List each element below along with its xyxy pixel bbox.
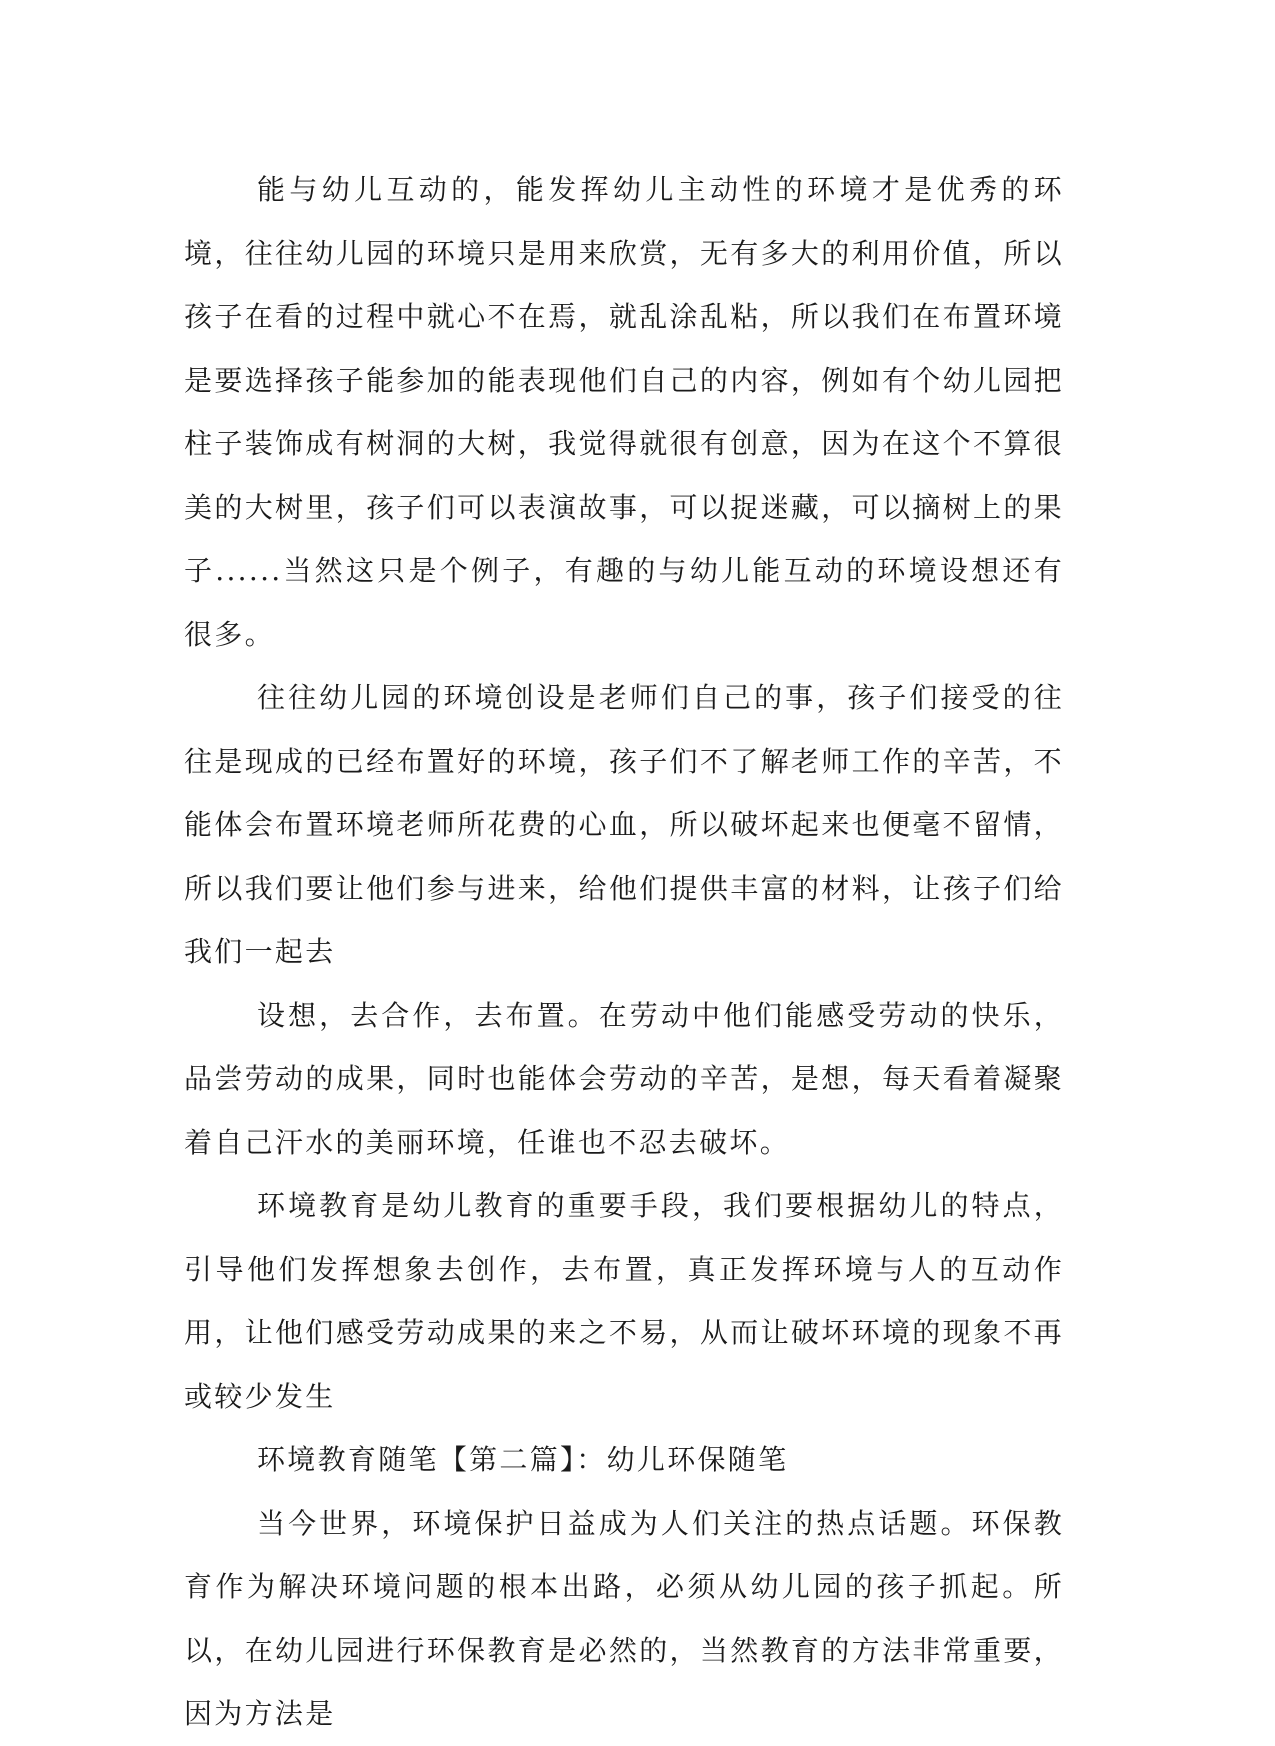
section-heading: 环境教育随笔【第二篇】：幼儿环保随笔 (257, 1443, 789, 1476)
paragraph-3: 设想，去合作，去布置。在劳动中他们能感受劳动的快乐，品尝劳动的成果，同时也能体会劳动的辛苦，是想，每天看着凝聚着自己汗水的美丽环境，任谁也不忍去破坏。 (184, 998, 1064, 1159)
paragraph-4: 环境教育是幼儿教育的重要手段，我们要根据幼儿的特点，引导他们发挥想象去创作，去布置，真正发挥环境与人的互动作用，让他们感受劳动成果的来之不易，从而让破坏环境的现象不再或较少发生 (184, 1189, 1064, 1413)
paragraph-1: 能与幼儿互动的，能发挥幼儿主动性的环境才是优秀的环境，往往幼儿园的环境只是用来欣赏，无有多大的利用价值，所以孩子在看的过程中就心不在焉，就乱涂乱粘，所以我们在布置环境是要选择孩子能参加的能表现他们自己的内容，例如有个幼儿园把柱子装饰成有树洞的大树，我觉得就很有创意，因为在这个不算很美的大树里，孩子们可以表演故事，可以捉迷藏，可以摘树上的果子......当然这只是个例子，有趣的与幼儿能互动的环境设想还有很多。 (184, 173, 1064, 651)
document-body (184, 158, 1064, 1746)
paragraph-5: 当今世界，环境保护日益成为人们关注的热点话题。环保教育作为解决环境问题的根本出路，必须从幼儿园的孩子抓起。所以，在幼儿园进行环保教育是必然的，当然教育的方法非常重要，因为方法是 (184, 1506, 1064, 1730)
paragraph-2: 往往幼儿园的环境创设是老师们自己的事，孩子们接受的往往是现成的已经布置好的环境，孩子们不了解老师工作的辛苦，不能体会布置环境老师所花费的心血，所以破坏起来也便毫不留情，所以我们要让他们参与进来，给他们提供丰富的材料，让孩子们给我们一起去 (184, 681, 1064, 968)
